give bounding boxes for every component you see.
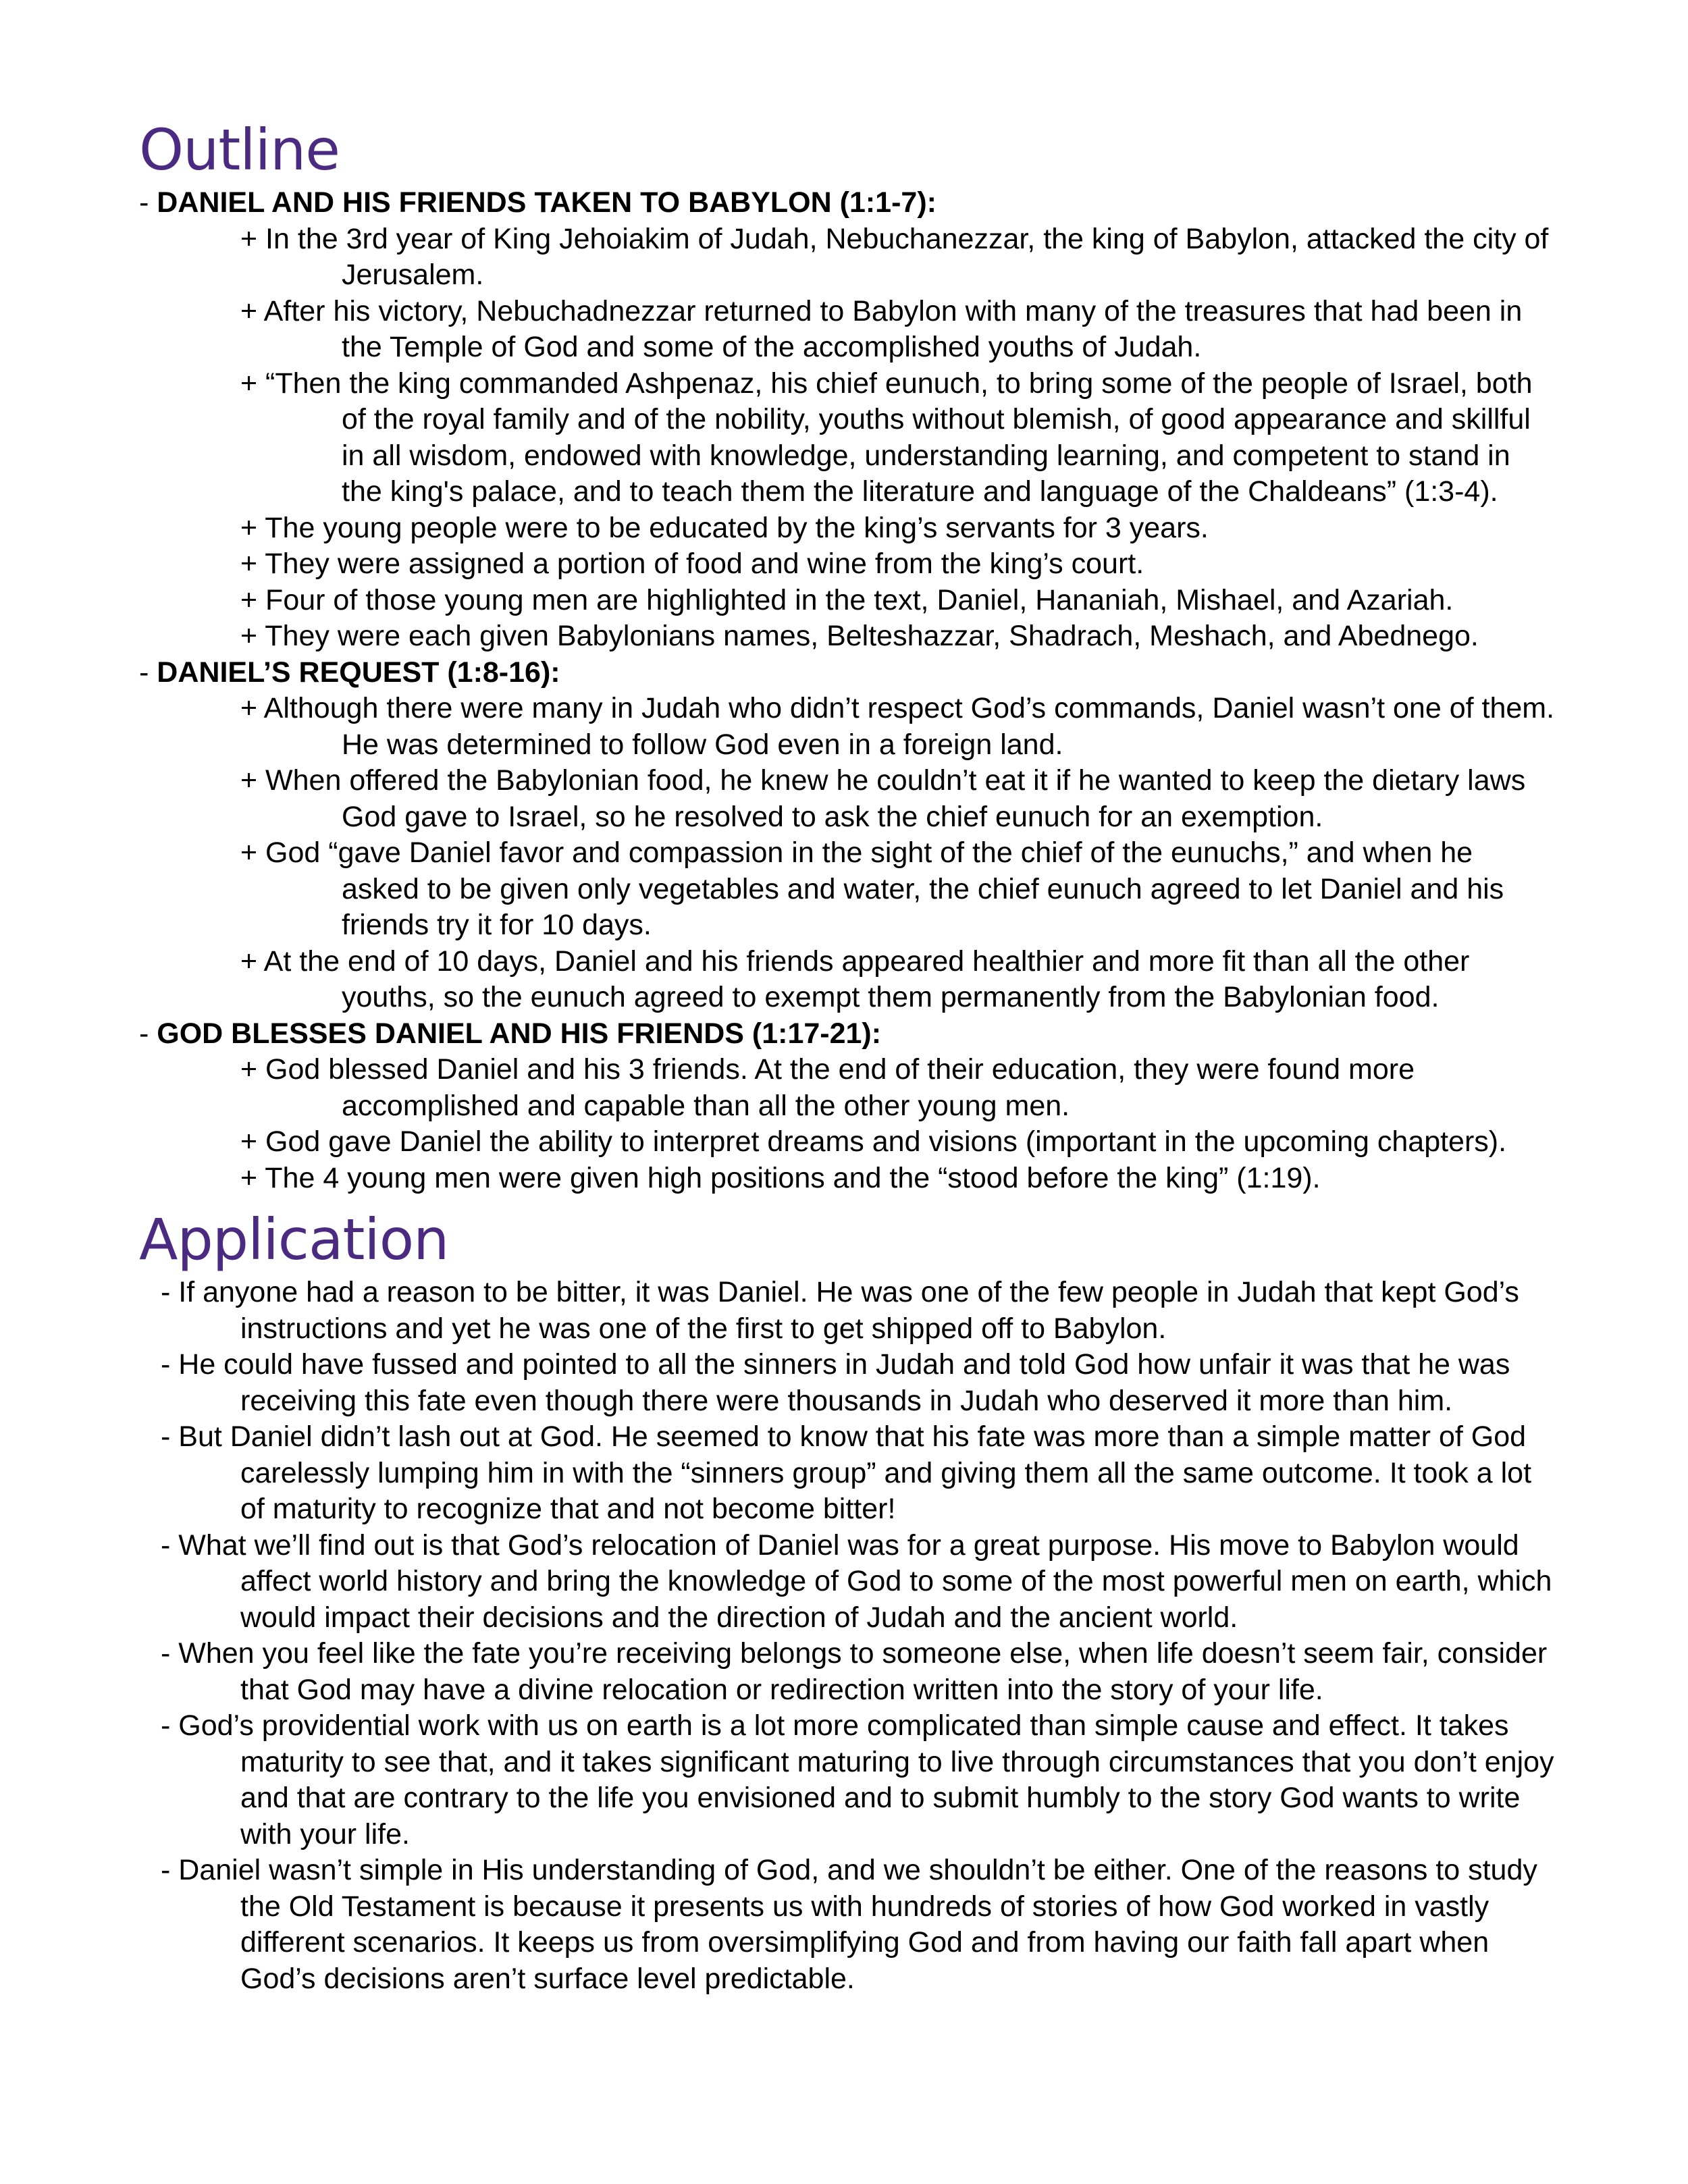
outline-item: + God “gave Daniel favor and compassion in the sight of the chief of the eunuchs,” and when he asked to be given only vegetables and water, the chief eunuch agreed to let Daniel and his friends try it for 10 days.	[240, 836, 1504, 941]
outline-heading: Outline	[139, 117, 340, 183]
outline-item: + Four of those young men are highlighted in the text, Daniel, Hananiah, Mishael, and Azariah.	[240, 583, 1454, 616]
outline-item: + “Then the king commanded Ashpenaz, his chief eunuch, to bring some of the people of Israel, both of the royal family and of the nobility, youths without blemish, of good appearance and skillful in all wisdom, endowed with knowledge, understanding learning, and competent to stand in the king's palace, and to teach them the literature and language of the Chaldeans” (1:3-4).	[240, 367, 1533, 508]
outline-item: + At the end of 10 days, Daniel and his friends appeared healthier and more fit than all the other youths, so the eunuch agreed to exempt them permanently from the Babylonian food.	[240, 944, 1470, 1013]
document-page	[139, 115, 1557, 1997]
outline-section-2	[139, 655, 1557, 1016]
section-title-text: DANIEL AND HIS FRIENDS TAKEN TO BABYLON (1:1-7):	[157, 186, 937, 219]
section-title-text: GOD BLESSES DANIEL AND HIS FRIENDS (1:17-21):	[157, 1017, 882, 1050]
outline-item: + In the 3rd year of King Jehoiakim of Judah, Nebuchanezzar, the king of Babylon, attacked the city of Jerusalem.	[240, 222, 1549, 291]
outline-item: + They were each given Babylonians names, Belteshazzar, Shadrach, Meshach, and Abednego.	[240, 620, 1479, 652]
outline-item: + They were assigned a portion of food and wine from the king’s court.	[240, 548, 1144, 580]
section-items	[139, 221, 1557, 655]
application-item: - But Daniel didn’t lash out at God. He seemed to know that his fate was more than a simple matter of God carelessly lumping him in with the “sinners group” and giving them all the same outcome. It took a lot of maturity to recognize that and not become bitter!	[161, 1420, 1532, 1525]
outline-section-1	[139, 185, 1557, 655]
application-item: - If anyone had a reason to be bitter, it was Daniel. He was one of the few people in Judah that kept God’s instructions and yet he was one of the first to get shipped off to Babylon.	[161, 1276, 1519, 1345]
section-title-text: DANIEL’S REQUEST (1:8-16):	[157, 656, 560, 689]
section-dash: -	[139, 186, 157, 219]
application-item: - Daniel wasn’t simple in His understanding of God, and we shouldn’t be either. One of the reasons to study the Old Testament is because it presents us with hundreds of stories of how God worked in vastly different scenarios. It keeps us from oversimplifying God and from having our faith fall apart when God’s decisions aren’t surface level predictable.	[161, 1854, 1537, 1995]
outline-item: + The 4 young men were given high positions and the “stood before the king” (1:19).	[240, 1161, 1321, 1194]
application-item: - God’s providential work with us on earth is a lot more complicated than simple cause and effect. It takes maturity to see that, and it takes significant maturing to live through circumstances that you don’t enjoy and that are contrary to the life you envisioned and to submit humbly to the story God wants to write with your life.	[161, 1709, 1554, 1850]
application-item: - When you feel like the fate you’re receiving belongs to someone else, when life doesn’t seem fair, consider that God may have a divine relocation or redirection written into the story of your life.	[161, 1637, 1548, 1706]
section-dash: -	[139, 1017, 157, 1050]
application-list	[139, 1275, 1557, 1997]
outline-item: + The young people were to be educated by the king’s servants for 3 years.	[240, 511, 1209, 544]
application-item: - He could have fussed and pointed to all the sinners in Judah and told God how unfair it was that he was receiving this fate even though there were thousands in Judah who deserved it more than him.	[161, 1348, 1510, 1417]
section-dash: -	[139, 656, 157, 689]
outline-item: + God gave Daniel the ability to interpret dreams and visions (important in the upcoming chapters).	[240, 1125, 1507, 1158]
outline-item: + When offered the Babylonian food, he knew he couldn’t eat it if he wanted to keep the dietary laws God gave to Israel, so he resolved to ask the chief eunuch for an exemption.	[240, 764, 1526, 833]
section-title	[139, 185, 1557, 221]
outline-item: + God blessed Daniel and his 3 friends. At the end of their education, they were found more accomplished and capable than all the other young men.	[240, 1053, 1415, 1122]
section-items	[139, 1052, 1557, 1196]
application-item: - What we’ll find out is that God’s relocation of Daniel was for a great purpose. His move to Babylon would affect world history and bring the knowledge of God to some of the most powerful men on earth, which would impact their decisions and the direction of Judah and the ancient world.	[161, 1528, 1552, 1634]
outline-item: + After his victory, Nebuchadnezzar returned to Babylon with many of the treasures that had been in the Temple of God and some of the accomplished youths of Judah.	[240, 294, 1523, 363]
section-title	[139, 655, 1557, 691]
outline-section-3	[139, 1016, 1557, 1197]
outline-item: + Although there were many in Judah who didn’t respect God’s commands, Daniel wasn’t one of them. He was determined to follow God even in a foreign land.	[240, 692, 1555, 761]
section-title	[139, 1016, 1557, 1053]
section-items	[139, 691, 1557, 1016]
application-heading: Application	[139, 1206, 449, 1273]
